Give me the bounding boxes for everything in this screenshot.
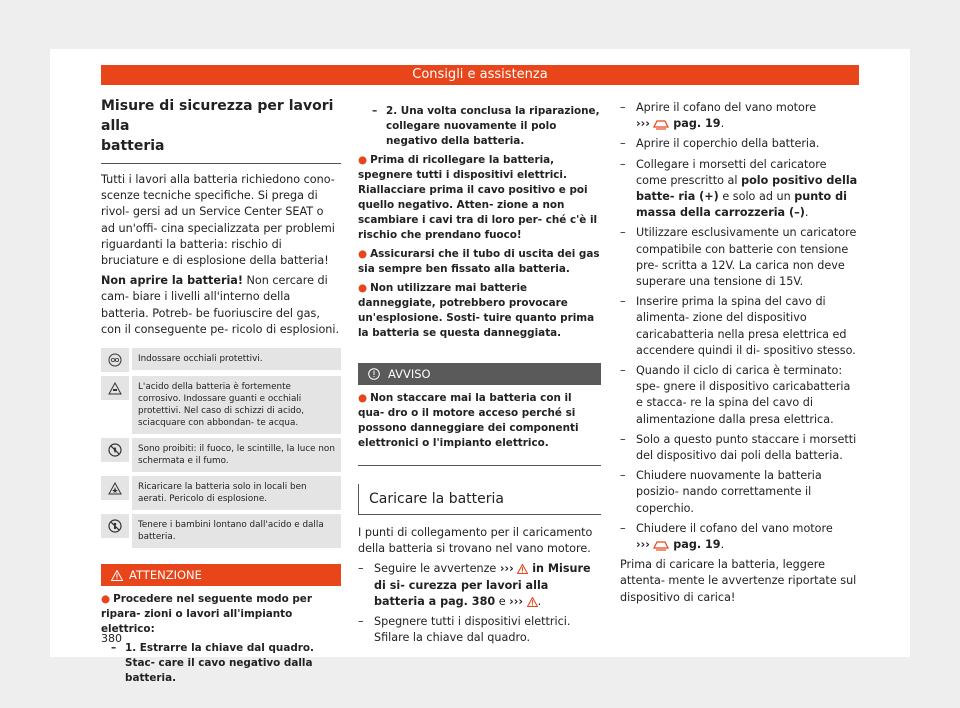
lead-paragraph <box>101 273 341 338</box>
info-icon <box>368 368 380 380</box>
warning-body <box>101 586 341 690</box>
dash: – <box>620 432 626 446</box>
warning-item <box>358 281 601 341</box>
step-text: . <box>804 206 809 220</box>
goggles-icon <box>101 348 129 372</box>
safety-text: Indossare occhiali protettivi. <box>132 348 341 370</box>
reference-link[interactable]: in Misure di si- curezza per lavori alla batteria a pag. 380 <box>374 562 591 608</box>
chapter-header: Consigli e assistenza <box>101 65 859 85</box>
column-left <box>101 96 341 690</box>
notice-item-text: Non staccare mai la batteria con il qua- dro o il motore acceso perché si possono danneggiare dei componenti elettronici o l'impianto elettrico. <box>358 392 579 449</box>
bullet-icon: ● <box>358 154 368 166</box>
step-bold: punto di massa della carrozzeria (–) <box>636 190 847 220</box>
step-text: . <box>537 594 542 608</box>
intro-paragraph: Tutti i lavori alla batteria richiedono cono- scenze tecniche specifiche. Si prega di rivol- gersi ad un Service Center SEAT o ad un'offi- cina specializzata per problemi riguardanti la batteria: rischio di bruciature e di esplosione della batteria! <box>101 173 335 268</box>
lead-text: Non cercare di cam- biare i livelli all'interno della batteria. Potreb- be fuoriuscire del gas, con il conseguente pe- ricolo di esplosioni. <box>101 274 340 336</box>
step-text: . <box>720 538 725 552</box>
warning-item-text: Procedere nel seguente modo per ripara- zioni o lavori all'impianto elettrico: <box>101 593 312 636</box>
notice-body <box>358 385 601 465</box>
warning-item <box>101 592 341 637</box>
warning-triangle-icon <box>517 564 528 574</box>
safety-row <box>101 376 341 434</box>
safety-row <box>101 514 341 548</box>
safety-text: Ricaricare la batteria solo in locali ben aerati. Pericolo di esplosione. <box>132 476 341 510</box>
warning-item <box>358 247 601 277</box>
step-text: Collegare i morsetti del caricatore come prescritto al <box>636 157 827 187</box>
dash: – <box>620 295 626 309</box>
list-item <box>358 561 601 610</box>
list-item-text <box>374 561 601 610</box>
column-middle <box>358 104 601 650</box>
dash: – <box>620 157 626 171</box>
lead-bold: Non aprire la batteria! <box>101 274 243 288</box>
dash: – <box>358 562 364 576</box>
list-item-text: Inserire prima la spina del cavo di alimenta- zione del dispositivo caricabatteria nella presa elettrica ed accendere quindi il di- spositivo stesso. <box>636 295 856 357</box>
warning-item <box>358 153 601 243</box>
warning-subitem <box>358 104 601 149</box>
safety-text: L'acido della batteria è fortemente corrosivo. Indossare guanti e occhiali protettivi. Nel caso di schizzi di acido, sciacquare con abbondan- te acqua. <box>132 376 341 434</box>
list-item <box>620 363 860 428</box>
dash: – <box>620 521 626 535</box>
step-text: Chiudere il cofano del vano motore <box>636 521 833 535</box>
warning-box <box>101 564 341 690</box>
no-children-icon <box>101 514 129 538</box>
dash: – <box>620 137 626 151</box>
warning-body-continued <box>358 104 601 349</box>
notice-title: AVVISO <box>388 367 431 381</box>
list-item-text: Quando il ciclo di carica è terminato: spe- gnere il dispositivo caricabatteria e stacca- re la spina del cavo di alimentazione dalla presa elettrica. <box>636 364 851 426</box>
page-reference[interactable]: pag. 19 <box>669 538 721 552</box>
list-item <box>620 432 860 464</box>
charging-steps-continued <box>620 100 860 553</box>
warning-triangle-icon <box>111 570 123 581</box>
list-item <box>620 468 860 517</box>
step-bold: polo positivo della batte- ria (+) <box>636 173 858 204</box>
step-text: e solo ad un <box>718 190 795 204</box>
list-item-text: Utilizzare esclusivamente un caricatore compatibile con batterie con tensione pre- scritta a 12V. La carica non deve superare una tensione di 15V. <box>636 226 857 289</box>
bullet-icon: ● <box>358 392 368 404</box>
list-item <box>620 136 860 152</box>
safety-row <box>101 476 341 510</box>
charging-intro: I punti di collegamento per il caricamento della batteria si trovano nel vano motore. <box>358 526 593 556</box>
list-item-text <box>636 100 816 132</box>
outro-paragraph: Prima di caricare la batteria, leggere attenta- mente le avvertenze riportate sul dispositivo di carica! <box>620 558 857 604</box>
charging-steps <box>358 561 601 646</box>
explosion-icon <box>101 476 129 500</box>
warning-item-text: Non utilizzare mai batterie danneggiate, potrebbero provocare un'esplosione. Sosti- tuire quanto prima la batteria se questa danneggiata. <box>358 282 595 339</box>
step-text: Aprire il cofano del vano motore <box>636 101 817 114</box>
safety-table <box>101 348 341 548</box>
dash: – <box>620 364 626 378</box>
step-text: Seguire le avvertenze <box>374 562 500 576</box>
safety-row <box>101 438 341 472</box>
list-item <box>620 100 860 132</box>
warning-subitem-text: 2. Una volta conclusa la riparazione, collegare nuovamente il polo negativo della batteria. <box>386 105 600 147</box>
safety-text: Tenere i bambini lontano dall'acido e dalla batteria. <box>132 514 341 548</box>
bullet-icon: ● <box>358 282 368 294</box>
warning-item-text: Assicurarsi che il tubo di uscita dei gas sia sempre ben fissato alla batteria. <box>358 248 600 275</box>
list-item-text: Solo a questo punto staccare i morsetti del dispositivo dai poli della batteria. <box>636 432 857 463</box>
dash: – <box>620 101 626 114</box>
list-item-text <box>636 157 860 222</box>
list-item <box>620 157 860 222</box>
list-item-text <box>636 521 833 553</box>
step-text: e <box>495 594 510 608</box>
dash: – <box>111 642 117 655</box>
warning-subitem <box>101 641 341 686</box>
section-title-line1: Misure di sicurezza per lavori alla <box>101 98 334 134</box>
bullet-icon: ● <box>358 248 368 260</box>
car-hood-icon <box>653 118 669 130</box>
warning-triangle-icon <box>527 597 538 607</box>
step-text: . <box>720 117 725 131</box>
dash: – <box>372 105 378 117</box>
link-arrows[interactable]: ››› <box>636 538 650 552</box>
dash: – <box>620 226 626 240</box>
list-item-text: Aprire il coperchio della batteria. <box>636 137 820 151</box>
list-item-text: Chiudere nuovamente la batteria posizio- nando correttamente il coperchio. <box>636 469 822 515</box>
notice-header <box>358 363 601 385</box>
no-fire-icon <box>101 438 129 462</box>
notice-box <box>358 363 601 466</box>
list-item <box>620 521 860 553</box>
column-right <box>620 100 860 610</box>
page-reference[interactable]: pag. 19 <box>669 117 721 131</box>
section-title-line2: batteria <box>101 138 165 154</box>
list-item <box>358 614 601 646</box>
safety-row <box>101 348 341 372</box>
warning-title: ATTENZIONE <box>129 568 202 583</box>
list-item <box>620 294 860 359</box>
section-title-charging: Caricare la batteria <box>358 484 601 515</box>
safety-text: Sono proibiti: il fuoco, le scintille, la luce non schermata e il fumo. <box>132 438 341 472</box>
car-hood-icon <box>653 539 669 551</box>
list-item-text: Spegnere tutti i dispositivi elettrici. Sfilare la chiave dal quadro. <box>374 615 571 645</box>
dash: – <box>620 469 626 483</box>
warning-item-text: Prima di ricollegare la batteria, spegnere tutti i dispositivi elettrici. Riallacciare prima il cavo positivo e poi quello negativo. Atten- zione a non scambiare i cavi tra di loro per- ché c'è il rischio che prendano fuoco! <box>358 154 598 241</box>
link-arrows[interactable]: ››› <box>509 594 523 608</box>
notice-item <box>358 391 601 451</box>
link-arrows[interactable]: ››› <box>636 117 650 131</box>
page-number: 380 <box>101 632 122 645</box>
section-title <box>101 96 341 164</box>
corrosive-icon <box>101 376 129 400</box>
warning-header <box>101 564 341 586</box>
list-item <box>620 225 860 290</box>
dash: – <box>358 615 364 629</box>
link-arrows[interactable]: ››› <box>499 562 514 576</box>
bullet-icon: ● <box>101 593 111 606</box>
warning-subitem-text: 1. Estrarre la chiave dal quadro. Stac- care il cavo negativo dalla batteria. <box>125 642 314 685</box>
